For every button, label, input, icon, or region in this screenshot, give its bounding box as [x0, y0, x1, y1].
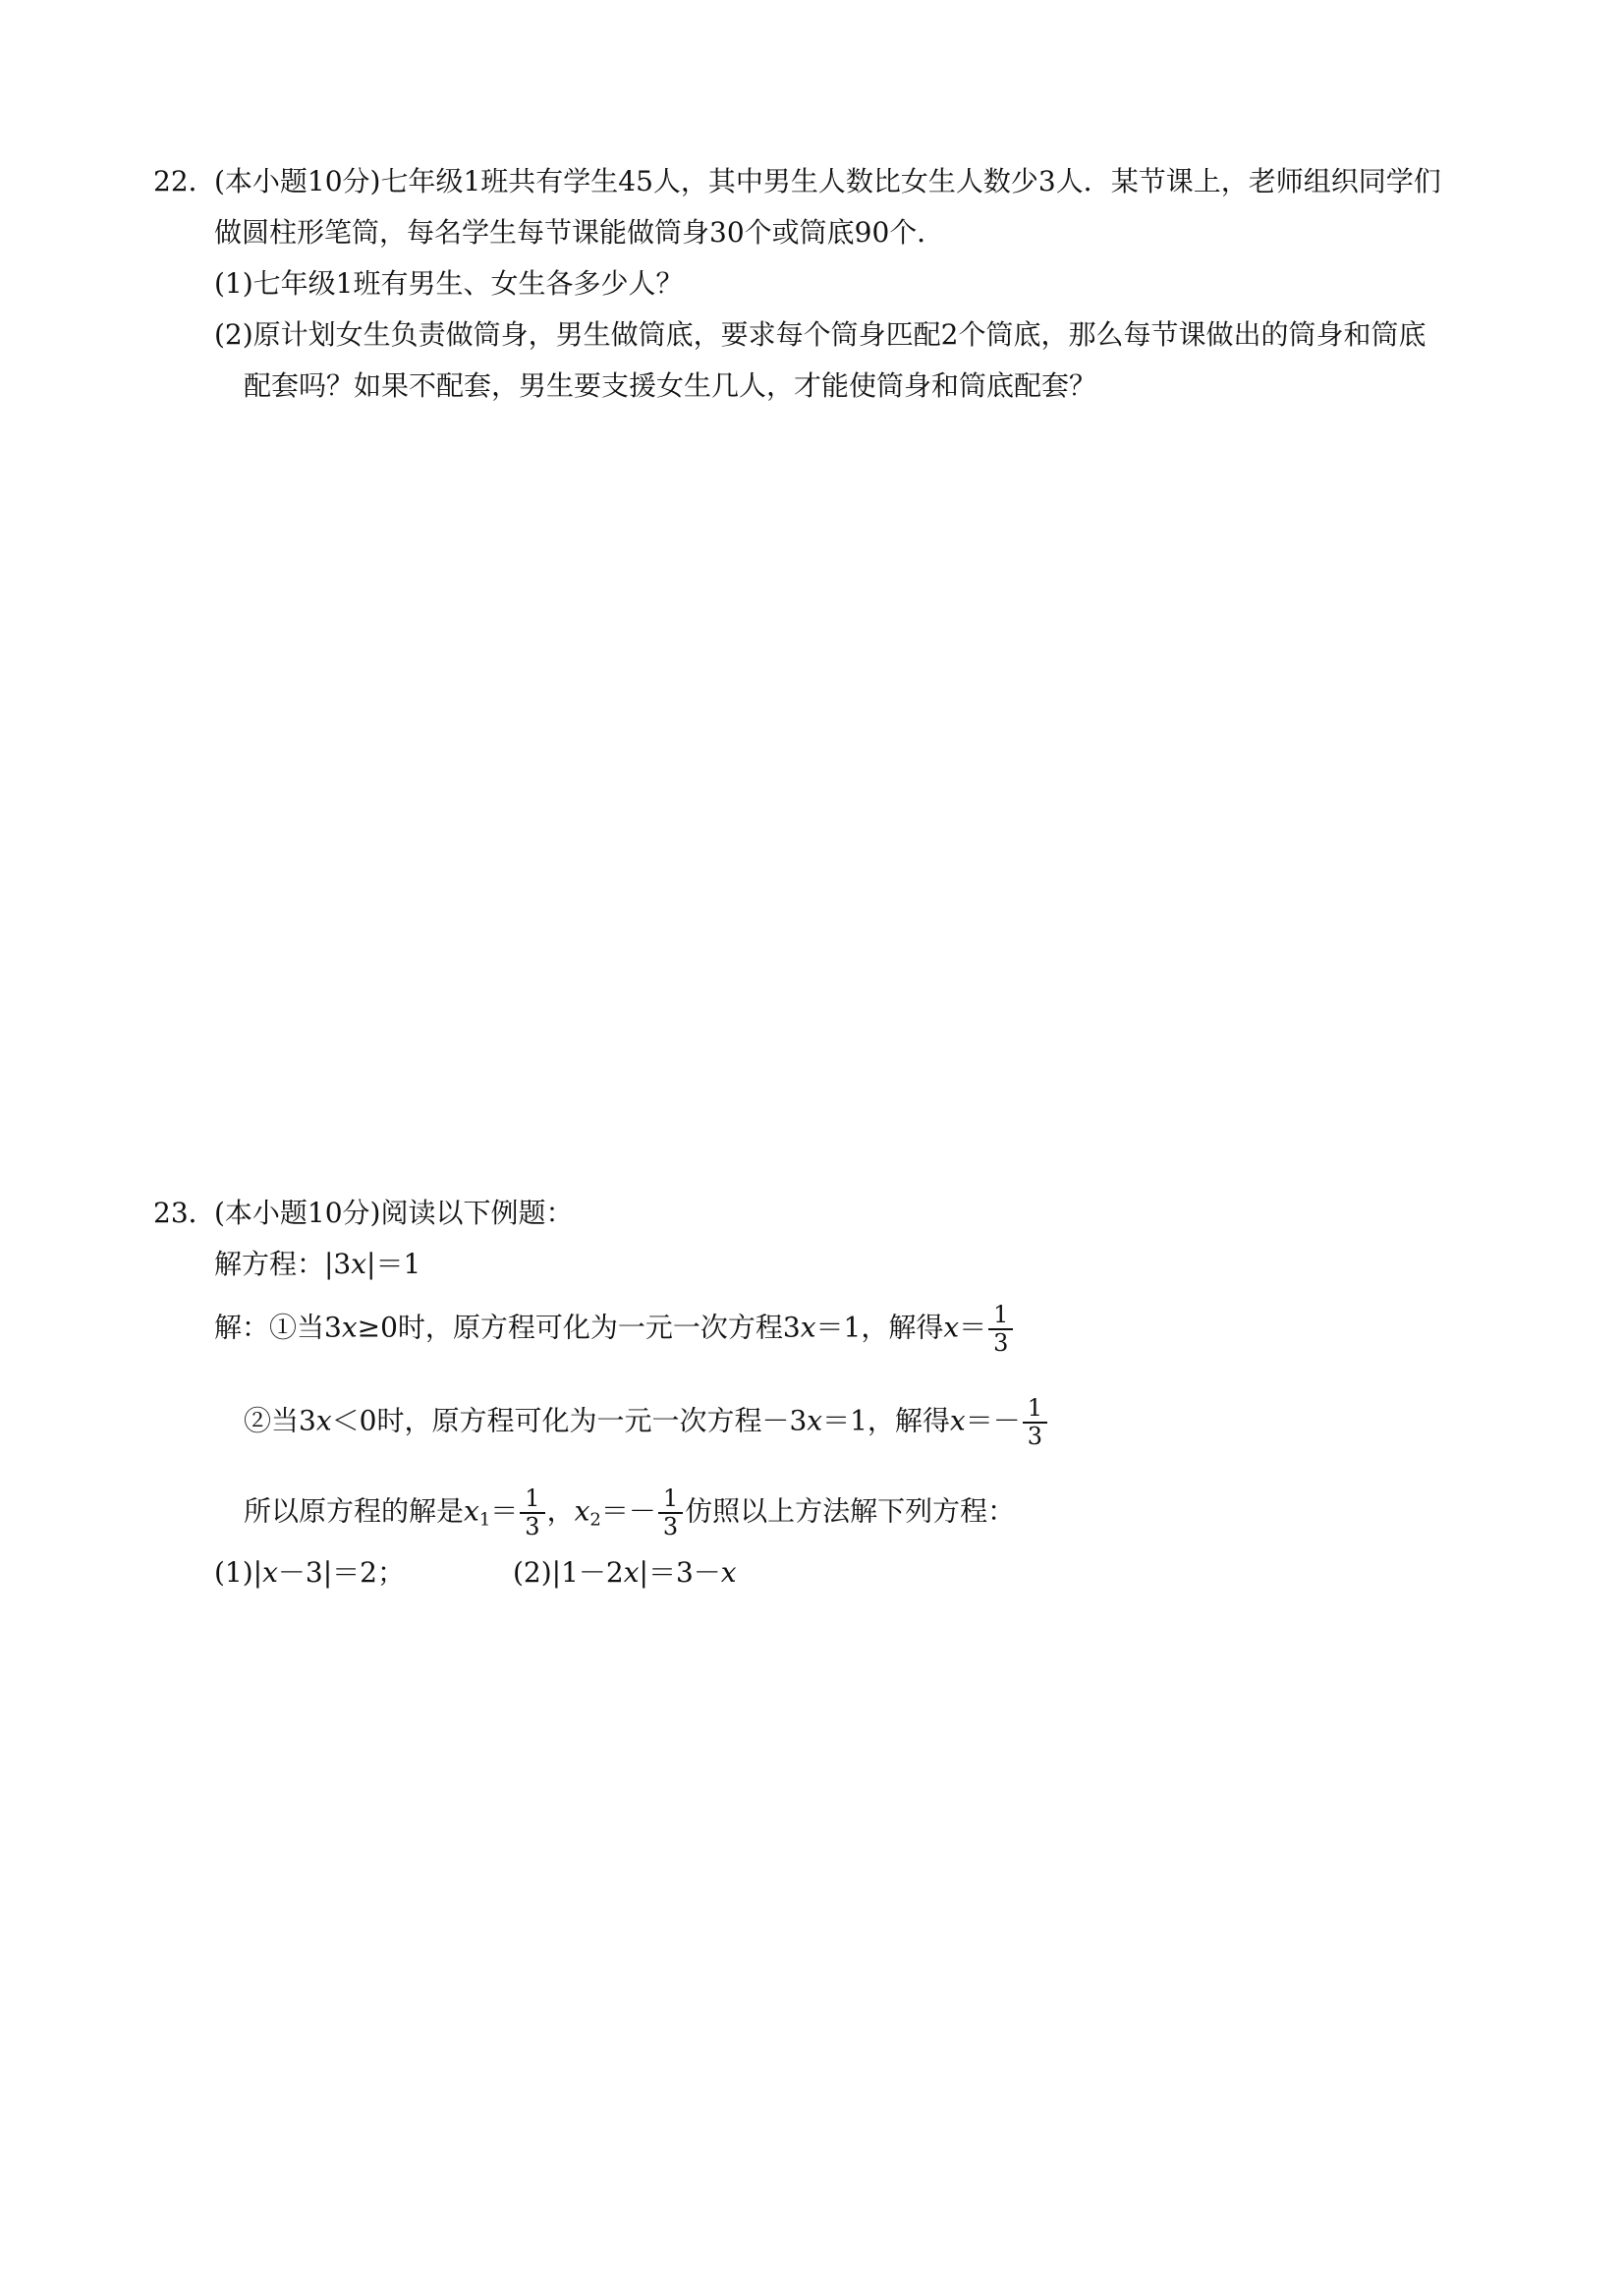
case2-text-b: ＜0时，原方程可化为一元一次方程－3	[331, 1404, 808, 1437]
conclusion-sub-1: 1	[478, 1509, 491, 1531]
case2-text-c: ＝1，解得	[822, 1404, 950, 1437]
case1-text-d: ＝	[959, 1311, 987, 1344]
q23-example-equation	[214, 1246, 420, 1283]
q23-conclusion	[244, 1485, 1015, 1540]
q23-sub2	[513, 1554, 737, 1592]
q22-stem-line2: 做圆柱形笔筒，每名学生每节课能做筒身30个或筒底90个．	[214, 216, 945, 249]
q23-case2	[244, 1395, 1049, 1450]
sub1-var: x	[262, 1556, 278, 1589]
sub2-text-b: |＝3－	[639, 1556, 721, 1589]
sub2-var-2: x	[720, 1556, 737, 1589]
conclusion-text-a: 所以原方程的解是	[244, 1494, 465, 1528]
case1-numerator: 1	[988, 1302, 1013, 1330]
case1-text-c: ＝1，解得	[815, 1311, 944, 1344]
case2-var-3: x	[949, 1404, 966, 1437]
q23-intro: (本小题10分)阅读以下例题：	[214, 1197, 574, 1229]
case1-fraction	[988, 1302, 1013, 1357]
eq-var: x	[351, 1248, 367, 1280]
case1-denominator: 3	[993, 1329, 1009, 1357]
case1-text-a: 解：①当3	[214, 1311, 342, 1344]
conclusion-numerator-1: 1	[520, 1485, 544, 1514]
conclusion-var-2: x	[574, 1494, 590, 1528]
case2-text-a: ②当3	[244, 1404, 316, 1437]
conclusion-var-1: x	[464, 1494, 479, 1528]
case1-var-3: x	[943, 1311, 960, 1344]
case2-denominator: 3	[1027, 1423, 1042, 1450]
case2-var-2: x	[807, 1404, 823, 1437]
q22-part1: (1)七年级1班有男生、女生各多少人？	[214, 267, 684, 300]
conclusion-eq-1: ＝	[490, 1494, 519, 1528]
conclusion-denominator-2: 3	[662, 1513, 679, 1540]
sub2-text-a: (2)|1－2	[513, 1556, 624, 1589]
sub1-text-b: －3|＝2；	[277, 1556, 405, 1589]
eq-suffix: |＝1	[366, 1248, 421, 1280]
case1-var-1: x	[341, 1311, 358, 1344]
sub1-text-a: (1)|	[214, 1556, 263, 1589]
case2-numerator: 1	[1023, 1395, 1047, 1424]
conclusion-sub-2: 2	[589, 1509, 601, 1531]
conclusion-comma: ，	[546, 1494, 575, 1528]
case2-var-1: x	[315, 1404, 332, 1437]
q23-number: 23．	[153, 1197, 216, 1229]
q22-part2-line1: (2)原计划女生负责做筒身，男生做筒底，要求每个筒身匹配2个筒底，那么每节课做出的筒身和筒底	[214, 318, 1427, 351]
case1-var-2: x	[800, 1311, 816, 1344]
case2-fraction	[1023, 1395, 1047, 1450]
q22-number: 22．	[153, 165, 216, 197]
case1-text-b: ≥0时，原方程可化为一元一次方程3	[357, 1311, 801, 1344]
q23-sub1	[214, 1554, 405, 1592]
conclusion-tail: 仿照以上方法解下列方程：	[685, 1494, 1016, 1528]
eq-prefix: 解方程：|3	[214, 1248, 352, 1280]
conclusion-fraction-2	[658, 1485, 683, 1540]
case2-text-d: ＝－	[965, 1404, 1021, 1437]
conclusion-eq-2: ＝－	[600, 1494, 656, 1528]
conclusion-denominator-1: 3	[525, 1513, 540, 1540]
q22-part2-line2: 配套吗？如果不配套，男生要支援女生几人，才能使筒身和筒底配套？	[244, 369, 1097, 402]
conclusion-numerator-2: 1	[658, 1485, 683, 1514]
conclusion-fraction-1	[520, 1485, 544, 1540]
q23-case1	[214, 1302, 1015, 1357]
q22-stem-line1: (本小题10分)七年级1班共有学生45人，其中男生人数比女生人数少3人．某节课上，老师组织同学们	[214, 165, 1441, 197]
sub2-var-1: x	[623, 1556, 640, 1589]
